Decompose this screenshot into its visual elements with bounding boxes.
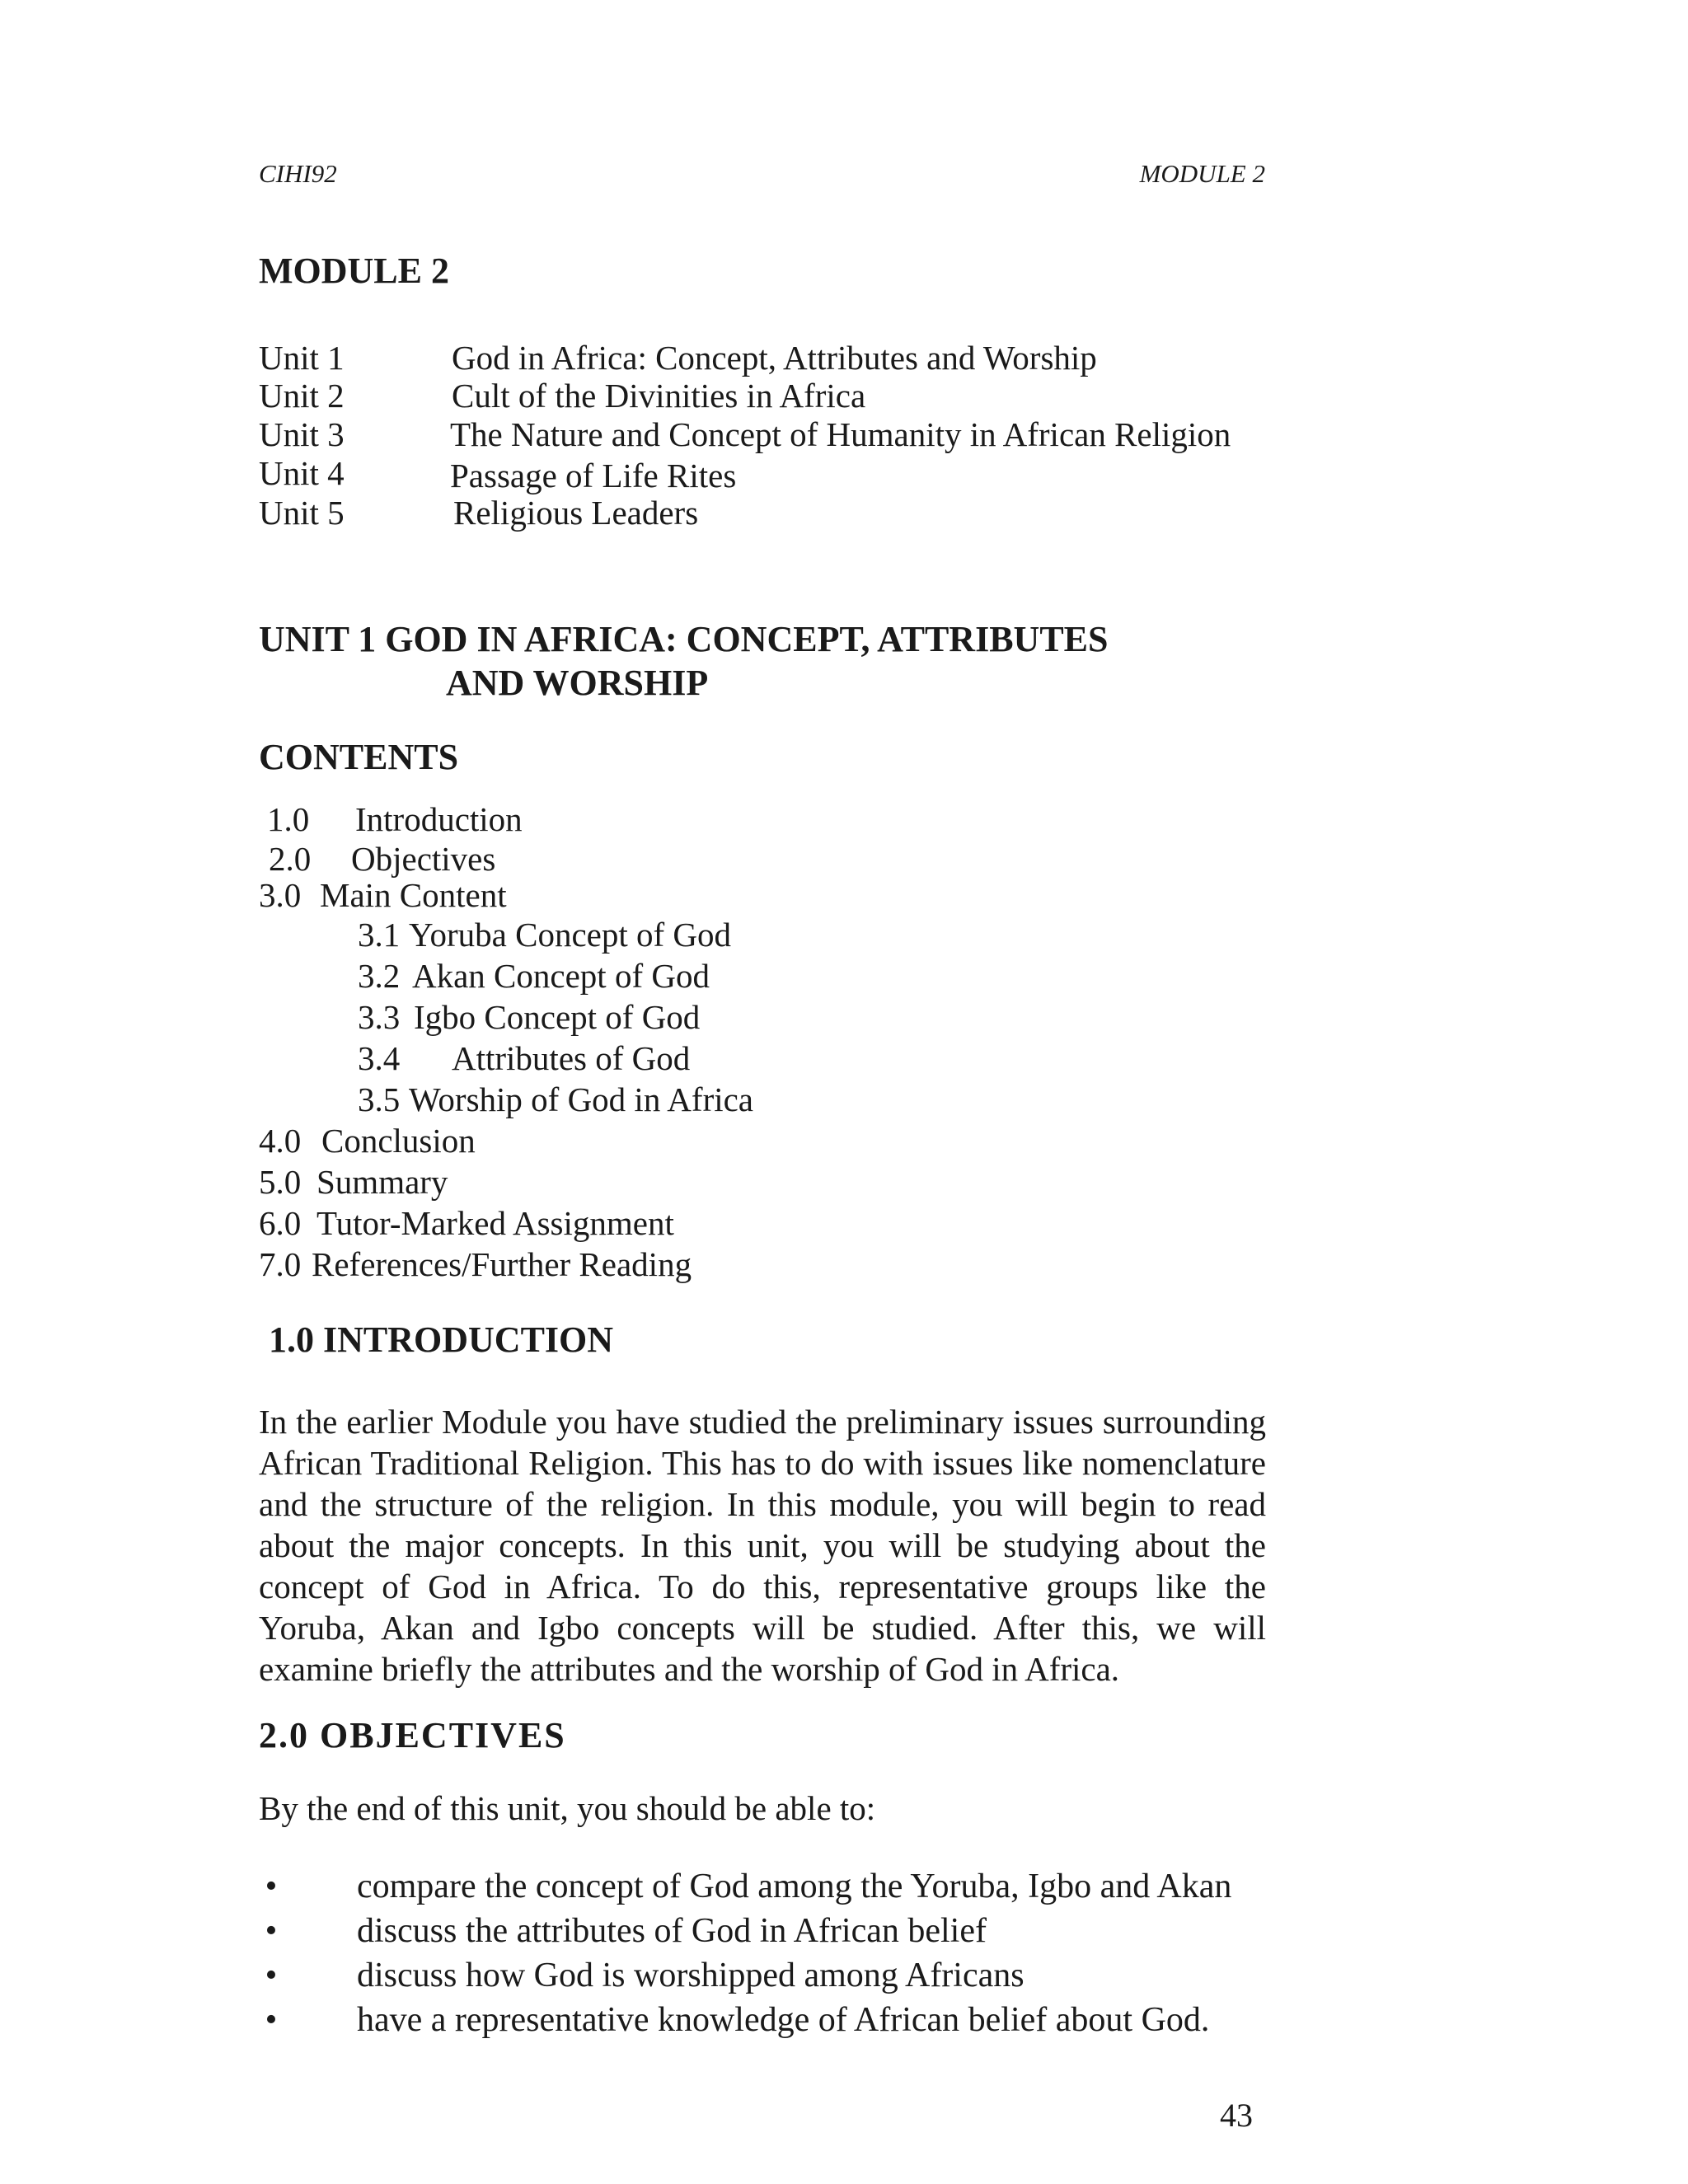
page-number: 43 [1220, 2097, 1253, 2134]
unit-title: Passage of Life Rites [450, 457, 737, 494]
introduction-paragraph: In the earlier Module you have studied the preliminary issues surrounding African Traditional Religion. This has to do with issues like nomenclature and the structure of the religion. In this module, you will begin to read about the major concepts. In this unit, you will be studying about the concept of God in Africa. To do this, representative groups like the Yoruba, Akan and Igbo concepts will be studied. After this, we will examine briefly the attributes and the worship of God in Africa. [259, 1403, 1266, 1688]
module-title: MODULE 2 [259, 251, 449, 291]
unit-label: Unit 4 [259, 454, 345, 492]
objective-text: compare the concept of God among the Yoruba, Igbo and Akan [357, 1868, 1232, 1905]
introduction-heading: 1.0 INTRODUCTION [269, 1319, 614, 1360]
bullet: • [265, 1912, 278, 1950]
toc-title: References/Further Reading [312, 1245, 692, 1283]
toc-title: Worship of God in Africa [409, 1080, 754, 1118]
contents-heading: CONTENTS [259, 737, 459, 777]
objective-text: discuss the attributes of God in African belief [357, 1912, 987, 1950]
toc-title: Summary [316, 1163, 448, 1201]
toc-title: Yoruba Concept of God [409, 916, 732, 954]
toc-number: 3.3 [358, 998, 401, 1036]
toc-title: Tutor-Marked Assignment [316, 1204, 674, 1242]
running-head-course-code: CIHI92 [259, 159, 337, 188]
toc-title: Introduction [355, 800, 523, 838]
toc-number: 2.0 [269, 840, 312, 878]
toc-number: 4.0 [259, 1122, 302, 1160]
unit-title: God in Africa: Concept, Attributes and Worship [452, 339, 1097, 377]
running-head-module: MODULE 2 [1139, 159, 1265, 188]
toc-title: Conclusion [321, 1122, 476, 1160]
objectives-intro: By the end of this unit, you should be able to: [259, 1789, 876, 1827]
bullet: • [265, 2001, 278, 2039]
toc-number: 3.0 [259, 876, 302, 914]
toc-number: 3.5 [358, 1080, 401, 1118]
bullet: • [265, 1957, 278, 1994]
unit-title: Cult of the Divinities in Africa [452, 377, 866, 415]
objective-text: have a representative knowledge of African belief about God. [357, 2001, 1210, 2039]
unit-title: The Nature and Concept of Humanity in African Religion [450, 415, 1231, 453]
unit-label: Unit 2 [259, 377, 345, 415]
toc-number: 3.1 [358, 916, 401, 954]
bullet: • [265, 1868, 278, 1905]
toc-title: Attributes of God [452, 1039, 691, 1077]
toc-title: Objectives [351, 840, 496, 878]
unit-title: Religious Leaders [453, 494, 699, 532]
unit-label: Unit 1 [259, 339, 345, 377]
toc-number: 1.0 [267, 800, 310, 838]
unit-label: Unit 3 [259, 415, 345, 453]
toc-number: 7.0 [259, 1245, 302, 1283]
toc-number: 3.2 [358, 957, 401, 995]
toc-number: 3.4 [358, 1039, 401, 1077]
unit-label: Unit 5 [259, 494, 345, 532]
toc-title: Main Content [320, 876, 507, 914]
objectives-heading: 2.0 OBJECTIVES [259, 1715, 566, 1755]
unit-heading-line-2: AND WORSHIP [446, 663, 709, 703]
toc-number: 5.0 [259, 1163, 302, 1201]
toc-title: Akan Concept of God [412, 957, 710, 995]
toc-title: Igbo Concept of God [414, 998, 701, 1036]
unit-heading-line-1: UNIT 1 GOD IN AFRICA: CONCEPT, ATTRIBUTES [259, 619, 1109, 659]
toc-number: 6.0 [259, 1204, 302, 1242]
objective-text: discuss how God is worshipped among Africans [357, 1957, 1025, 1994]
